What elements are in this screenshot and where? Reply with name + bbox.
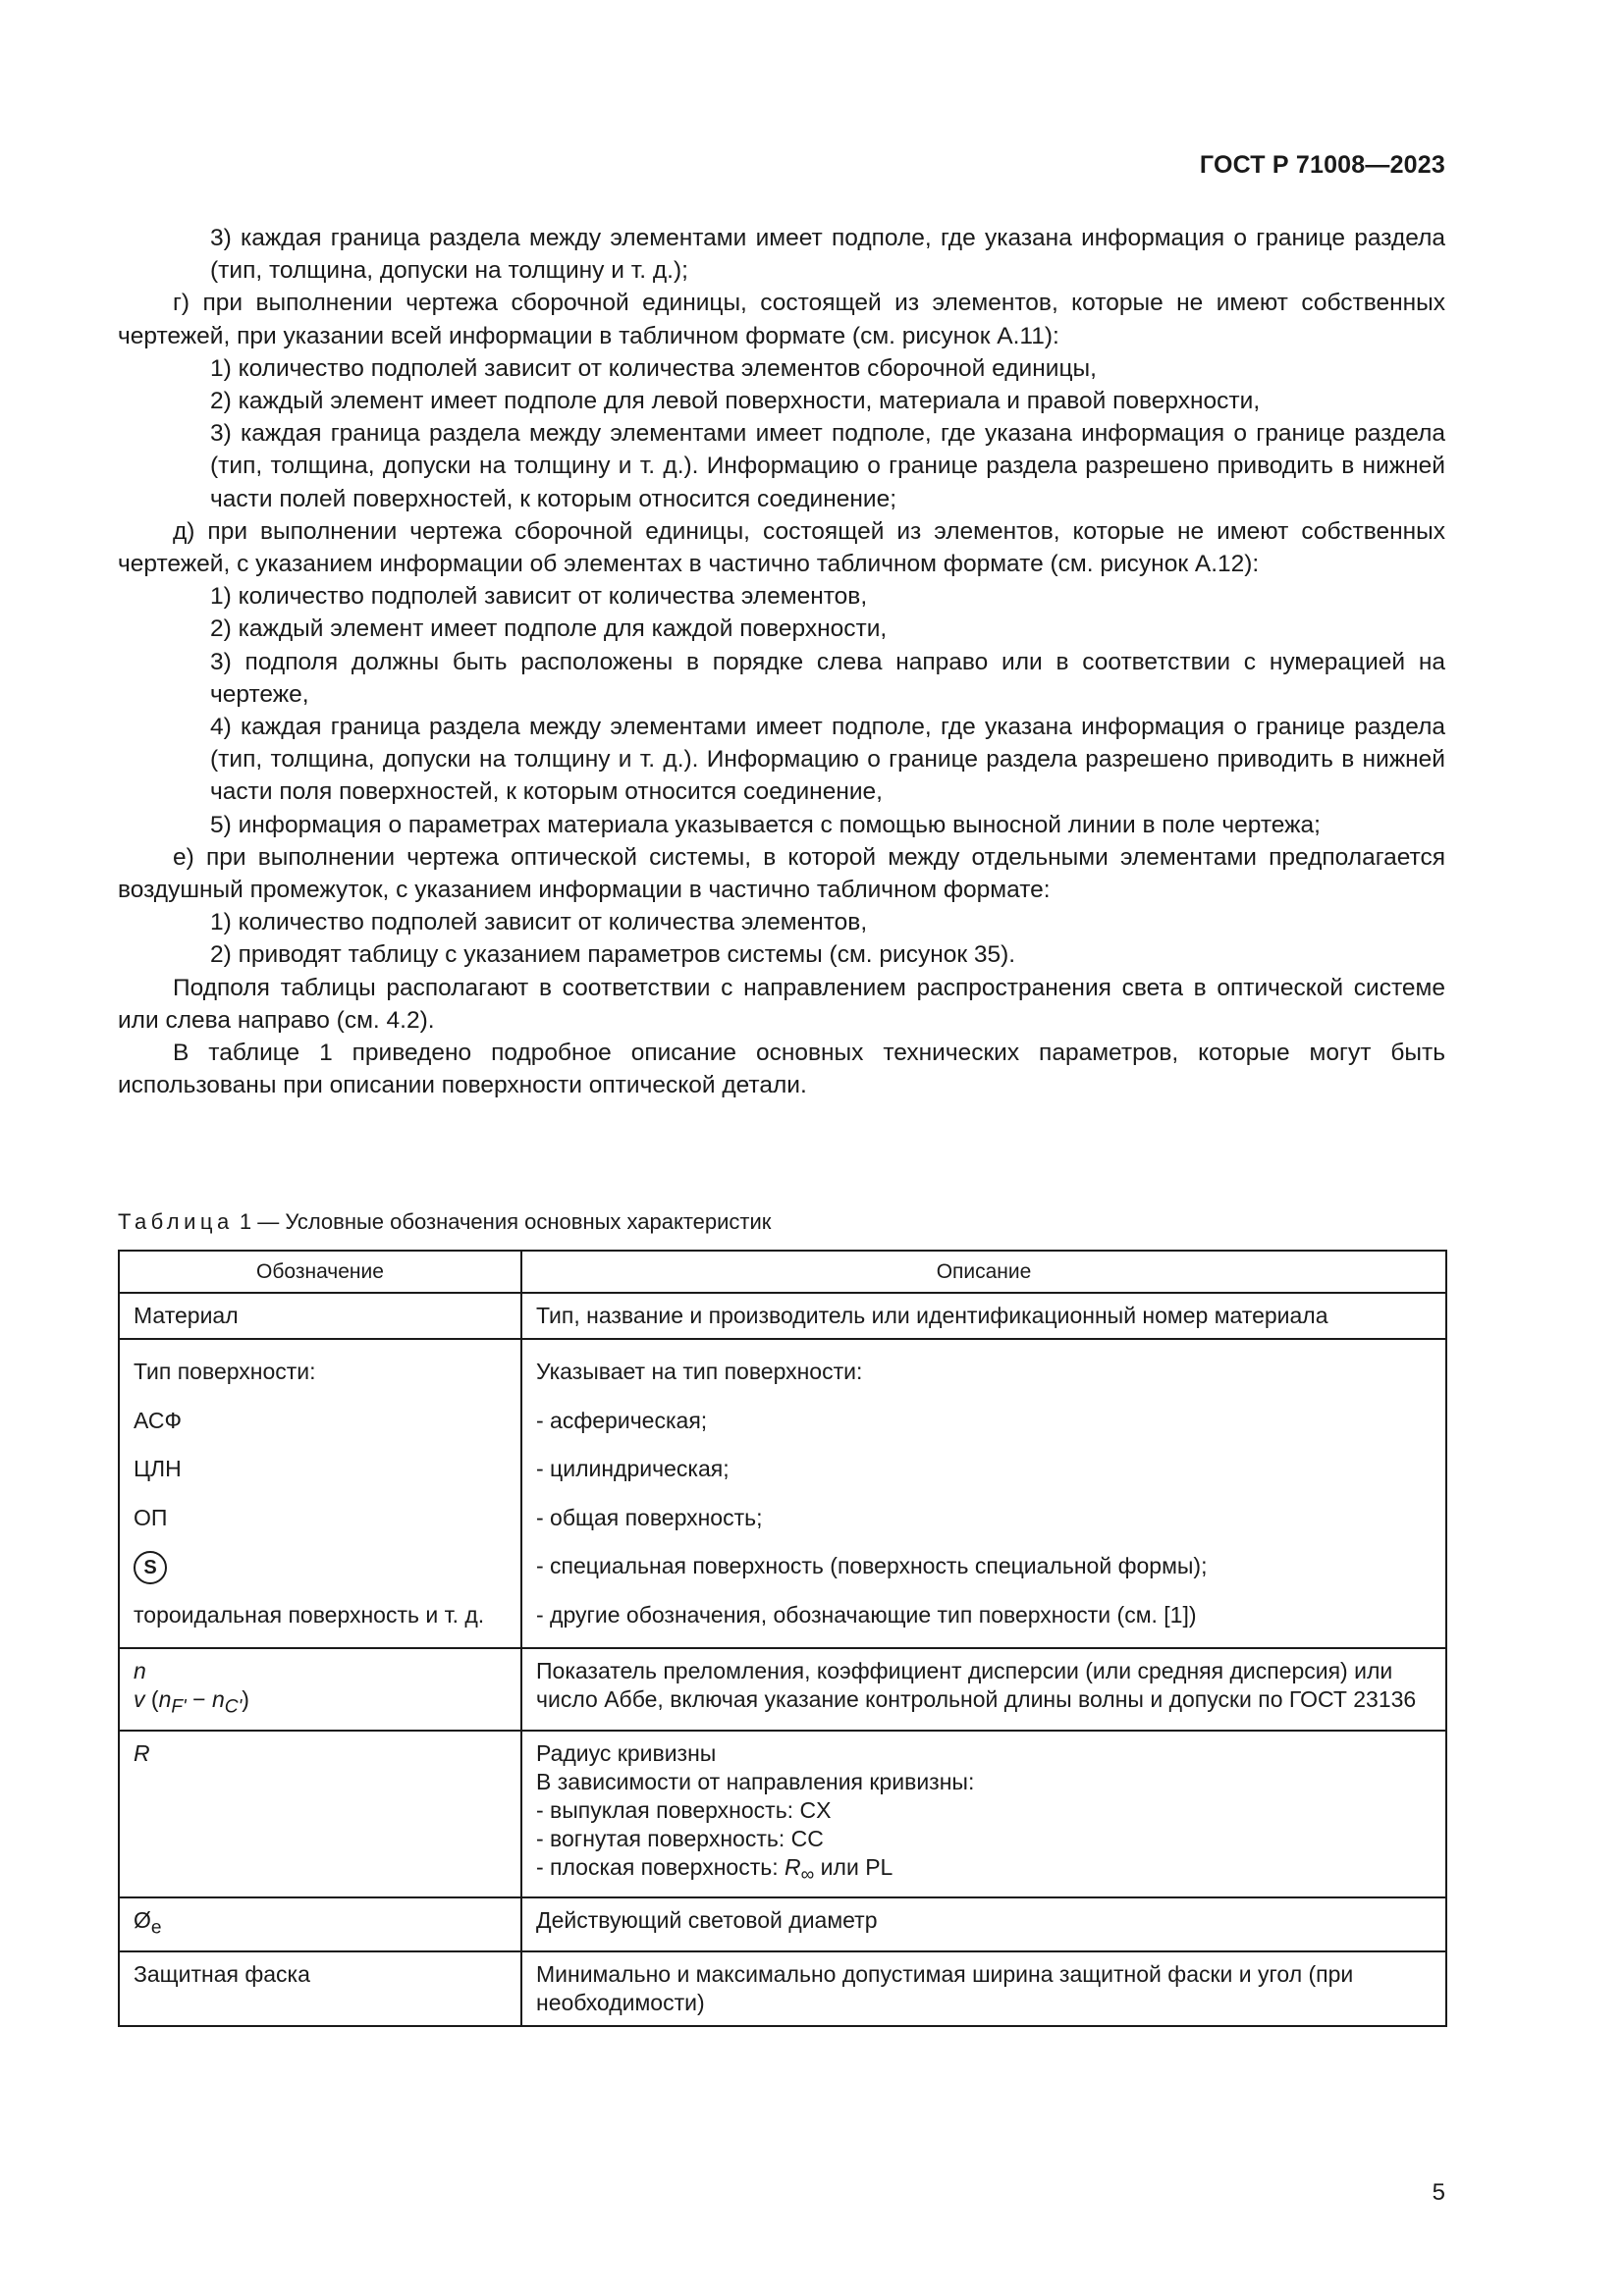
table-row <box>119 1897 1446 1951</box>
symbol-cell: Защитная фаска <box>119 1951 521 2026</box>
symbol-cell <box>119 1648 521 1731</box>
description-cell <box>521 1339 1446 1648</box>
surface-description: - цилиндрическая; <box>536 1456 730 1481</box>
surface-symbol: АСФ <box>134 1407 182 1433</box>
table-row <box>119 1648 1446 1731</box>
paragraph: 5) информация о параметрах материала указывается с помощью выносной линии в поле чертежа; <box>210 811 1321 838</box>
paragraph: В таблице 1 приведено подробное описание основных технических параметров, которые могут быть использованы при описании поверхности оптической детали. <box>118 1040 1445 1099</box>
paragraph: 3) каждая граница раздела между элементами имеет подполе, где указана информация о границе раздела (тип, толщина, допуски на толщину и т. д.); <box>210 225 1445 285</box>
radius-line: В зависимости от направления кривизны: <box>536 1768 975 1794</box>
table-row <box>119 1293 1446 1339</box>
table-caption-word: Таблица <box>118 1209 234 1234</box>
description-cell: Минимально и максимально допустимая ширина защитной фаски и угол (при необходимости) <box>521 1951 1446 2026</box>
radius-line: - плоская поверхность: $R_\infty$ или PL <box>536 1853 893 1886</box>
characteristics-table <box>118 1250 1447 2027</box>
surface-symbol <box>134 1542 507 1591</box>
paragraph: 2) каждый элемент имеет подполе для каждой поверхности, <box>210 615 888 643</box>
column-header-description: Описание <box>521 1251 1446 1293</box>
symbol-cell: Материал <box>119 1293 521 1339</box>
description-cell <box>521 1731 1446 1898</box>
surface-description: - другие обозначения, обозначающие тип поверхности (см. [1]) <box>536 1601 1197 1628</box>
refractive-index-symbol: n <box>134 1658 146 1683</box>
surface-symbol: тороидальная поверхность и т. д. <box>134 1601 485 1628</box>
table-row <box>119 1951 1446 2026</box>
paragraph: 2) каждый элемент имеет подполе для левой поверхности, материала и правой поверхности, <box>210 388 1261 415</box>
description-cell: Действующий световой диаметр <box>521 1897 1446 1951</box>
surface-symbol: ЦЛН <box>134 1456 182 1481</box>
dispersion-symbol: v $(n_{F'} - n_{C'})$ <box>134 1686 249 1718</box>
paragraph: 1) количество подполей зависит от количества элементов сборочной единицы, <box>210 354 1097 382</box>
radius-line: - вогнутая поверхность: CC <box>536 1825 824 1851</box>
paragraph: 4) каждая граница раздела между элементами имеет подполе, где указана информация о границе раздела (тип, толщина, допуски на толщину и т. д.). Информацию о границе раздела разрешено приводить в нижней части поля поверхностей, к которым относится соединение, <box>210 714 1445 806</box>
table-caption <box>118 1209 771 1235</box>
surface-description: - специальная поверхность (поверхность специальной формы); <box>536 1553 1208 1578</box>
table-row <box>119 1339 1446 1648</box>
table-row <box>119 1731 1446 1898</box>
paragraph: 3) подполя должны быть расположены в порядке слева направо или в соответствии с нумерацией на чертеже, <box>210 648 1445 708</box>
surface-description: - общая поверхность; <box>536 1504 763 1530</box>
description-cell: Тип, название и производитель или идентификационный номер материала <box>521 1293 1446 1339</box>
paragraph: г) при выполнении чертежа сборочной единицы, состоящей из элементов, которые не имеют собственных чертежей, при указании всей информации в табличном формате (см. рисунок А.11): <box>118 290 1445 349</box>
table-header-row <box>119 1251 1446 1293</box>
description-cell: Показатель преломления, коэффициент дисперсии (или средняя дисперсия) или число Аббе, включая указание контрольной длины волны и допуски по ГОСТ 23136 <box>521 1648 1446 1731</box>
column-header-symbol: Обозначение <box>119 1251 521 1293</box>
document-code: ГОСТ Р 71008—2023 <box>1199 151 1445 179</box>
surface-description: - асферическая; <box>536 1407 708 1433</box>
body-text <box>118 222 1445 1101</box>
special-surface-icon: S <box>134 1551 167 1584</box>
symbol-cell: R <box>119 1731 521 1898</box>
page-number: 5 <box>1432 2179 1445 2206</box>
symbol-cell <box>119 1339 521 1648</box>
paragraph: 1) количество подполей зависит от количества элементов, <box>210 583 868 611</box>
paragraph: Подполя таблицы располагают в соответствии с направлением распространения света в оптической системе или слева направо (см. 4.2). <box>118 974 1445 1034</box>
surface-type-description: Указывает на тип поверхности: <box>536 1359 863 1384</box>
paragraph: 2) приводят таблицу с указанием параметров системы (см. рисунок 35). <box>210 941 1016 969</box>
surface-type-title: Тип поверхности: <box>134 1359 316 1384</box>
radius-line: Радиус кривизны <box>536 1739 717 1766</box>
table-caption-text: 1 — Условные обозначения основных характеристик <box>233 1209 772 1234</box>
paragraph: 3) каждая граница раздела между элементами имеет подполе, где указана информация о границе раздела (тип, толщина, допуски на толщину и т. д.). Информацию о границе раздела разрешено приводить в нижней части полей поверхностей, к которым относится соединение; <box>210 420 1445 512</box>
paragraph: 1) количество подполей зависит от количества элементов, <box>210 909 868 936</box>
symbol-cell: $Ø_e$ <box>119 1897 521 1951</box>
surface-symbol: ОП <box>134 1504 168 1530</box>
radius-line: - выпуклая поверхность: CX <box>536 1796 832 1823</box>
paragraph: е) при выполнении чертежа оптической системы, в которой между отдельными элементами предполагается воздушный промежуток, с указанием информации в частично табличном формате: <box>118 843 1445 904</box>
paragraph: д) при выполнении чертежа сборочной единицы, состоящей из элементов, которые не имеют собственных чертежей, с указанием информации об элементах в частично табличном формате (см. рисунок А.12): <box>118 517 1445 578</box>
